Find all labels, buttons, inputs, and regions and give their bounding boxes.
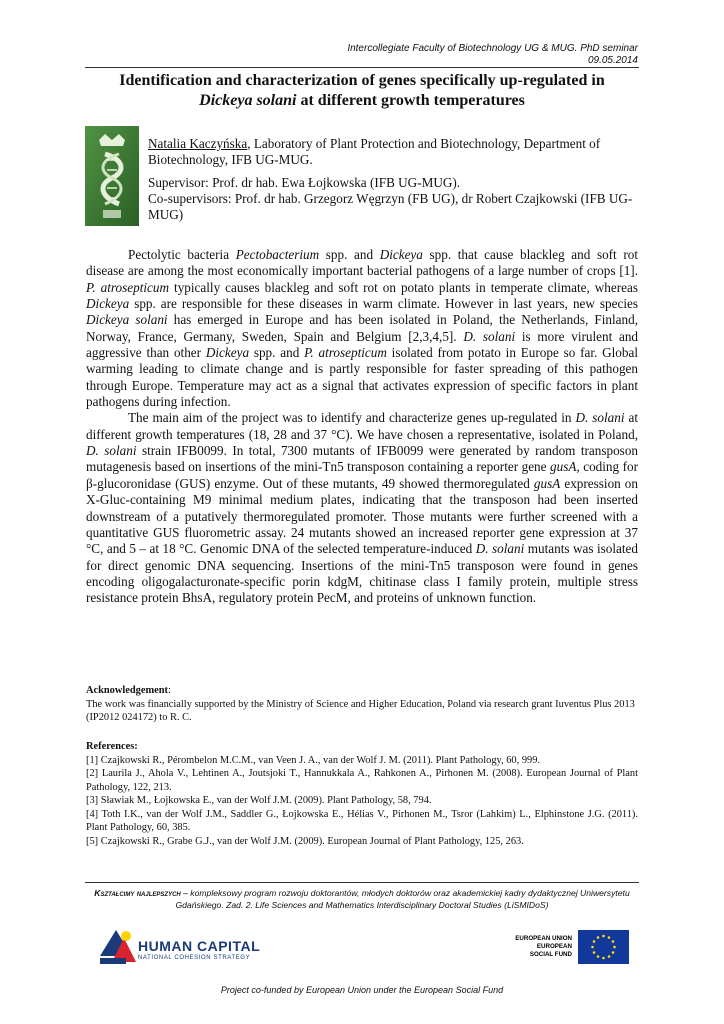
- eu-social-fund-text: EUROPEAN UNION EUROPEAN SOCIAL FUND: [515, 935, 572, 958]
- header-rule: [85, 67, 639, 68]
- ack-heading: Acknowledgement: [86, 685, 168, 696]
- reference-item: [3] Sławiak M., Łojkowska E., van der Wolf J.M. (2009). Plant Pathology, 58, 794.: [86, 795, 432, 806]
- paragraph-2: The main aim of the project was to identify and characterize genes up-regulated in D. solani at different growth temperatures (18, 28 and 37 °C). We have chosen a representative, isolated in Poland, D. solani strain IFB0099. In total, 7300 mutants of IFB0099 were generated by random transposon mutagenesis based on insertions of the mini-Tn5 transposon containing a reporter gene gusA, coding for β-glucoronidase (GUS) enzyme. Out of these mutants, 49 showed thermoregulated gusA expression on X-Gluc-containing M9 minimal medium plates, indicating that the transposon had been inserted downstream of a putatively thermoregulated promoter. Those mutants were further screened with a quantitative GUS fluorometric assay. 24 mutants showed an increased reporter gene expression at 37 °C, and 5 – at 18 °C. Genomic DNA of the selected temperature-induced D. solani mutants was isolated for direct genomic DNA sequencing. Insertions of the mini-Tn5 transposon were found in genes encoding oligogalacturonate-specific porin kdgM, chitinase class I family protein, multiple stress resistance protein BhsA, regulatory protein PecM, and proteins of unknown function.: [86, 410, 639, 606]
- supervisor: Supervisor: Prof. dr hab. Ewa Łojkowska (IFB UG-MUG).: [148, 175, 461, 190]
- references-heading: References:: [86, 741, 138, 752]
- ack-text: The work was financially supported by the Ministry of Science and Higher Education, Poland via research grant Iuventus Plus 2013 (IP2012 024172) to R. C.: [86, 698, 635, 723]
- cofunded-note: Project co-funded by European Union under the European Social Fund: [220, 985, 504, 995]
- header-date: 09.05.2014: [587, 55, 638, 66]
- reference-item: [1] Czajkowski R., Pérombelon M.C.M., van Veen J. A., van der Wolf J. M. (2011). Plant Pathology, 60, 999.: [86, 754, 541, 766]
- references: [86, 740, 638, 848]
- footer-rule: [85, 882, 639, 883]
- header-line-1: Intercollegiate Faculty of Biotechnology UG & MUG. PhD seminar: [347, 43, 638, 54]
- university-logo: [85, 126, 139, 226]
- human-capital-text: HUMAN CAPITAL NATIONAL COHESION STRATEGY: [138, 938, 261, 961]
- eu-flag-icon: [578, 930, 629, 964]
- author-name: Natalia Kaczyńska: [148, 136, 248, 151]
- paragraph-1: Pectolytic bacteria Pectobacterium spp. and Dickeya spp. that cause blackleg and soft rot disease are among the most economically important bacterial pathogens of a large number of crops [1]. P. atrosepticum typically causes blackleg and soft rot on potato plants in temperate climate, whereas Dickeya spp. are responsible for these diseases in warm climate. However in last years, new species Dickeya solani has emerged in Europe and has been isolated in Poland, the Netherlands, Finland, Norway, France, Germany, Sweden, Spain and Belgium [2,3,4,5]. D. solani is more virulent and aggressive than other Dickeya spp. and P. atrosepticum isolated from potato in Europe so far. Global warming leading to climate change and is partly responsible for faster spreading of this pathogen through Europe. Temperature may act as a signal that activates expression of specific factors in plant pathogens during infection.: [86, 247, 639, 410]
- reference-item: [4] Toth I.K., van der Wolf J.M., Saddler G., Łojkowska E., Hélias V., Pirhonen M., Tsror (Lahkim) L., Elphinstone J.G. (2011). Plant Pathology, 60, 385.: [86, 808, 638, 833]
- paper-title: Identification and characterization of genes specifically up-regulated in Dickeya solani at different growth temperatures: [119, 72, 605, 109]
- reference-item: [2] Laurila J., Ahola V., Lehtinen A., Joutsjoki T., Hannukkala A., Rahkonen A., Pirhonen M. (2008). European Journal of Plant Pathology, 122, 213.: [86, 768, 638, 793]
- cosupervisors: Co-supervisors: Prof. dr hab. Grzegorz Węgrzyn (FB UG), dr Robert Czajkowski (IFB UG-MUG): [148, 191, 633, 222]
- acknowledgement: Acknowledgement: The work was financially supported by the Ministry of Science and Higher Education, Poland via research grant Iuventus Plus 2013 (IP2012 024172) to R. C.: [86, 684, 638, 725]
- reference-item: [5] Czajkowski R., Grabe G.J., van der Wolf J.M. (2009). European Journal of Plant Pathology, 125, 263.: [86, 835, 524, 847]
- abstract-body: [86, 247, 638, 607]
- program-description: Kształcimy najlepszych – kompleksowy program rozwoju doktorantów, młodych doktorów oraz akademickiej kadry dydaktycznej Uniwersytetu Gdańskiego. Zad. 2. Life Sciences and Mathematics Interdisciplinary Doctoral Studies (LiSMIDoS): [94, 888, 630, 910]
- author-block: Natalia Kaczyńska, Laboratory of Plant Protection and Biotechnology, Department of Biotechnology, IFB UG-MUG. Supervisor: Prof. dr hab. Ewa Łojkowska (IFB UG-MUG). Co-supervisors: Prof. dr hab. Grzegorz Węgrzyn (FB UG), dr Robert Czajkowski (IFB UG-MUG): [148, 136, 640, 230]
